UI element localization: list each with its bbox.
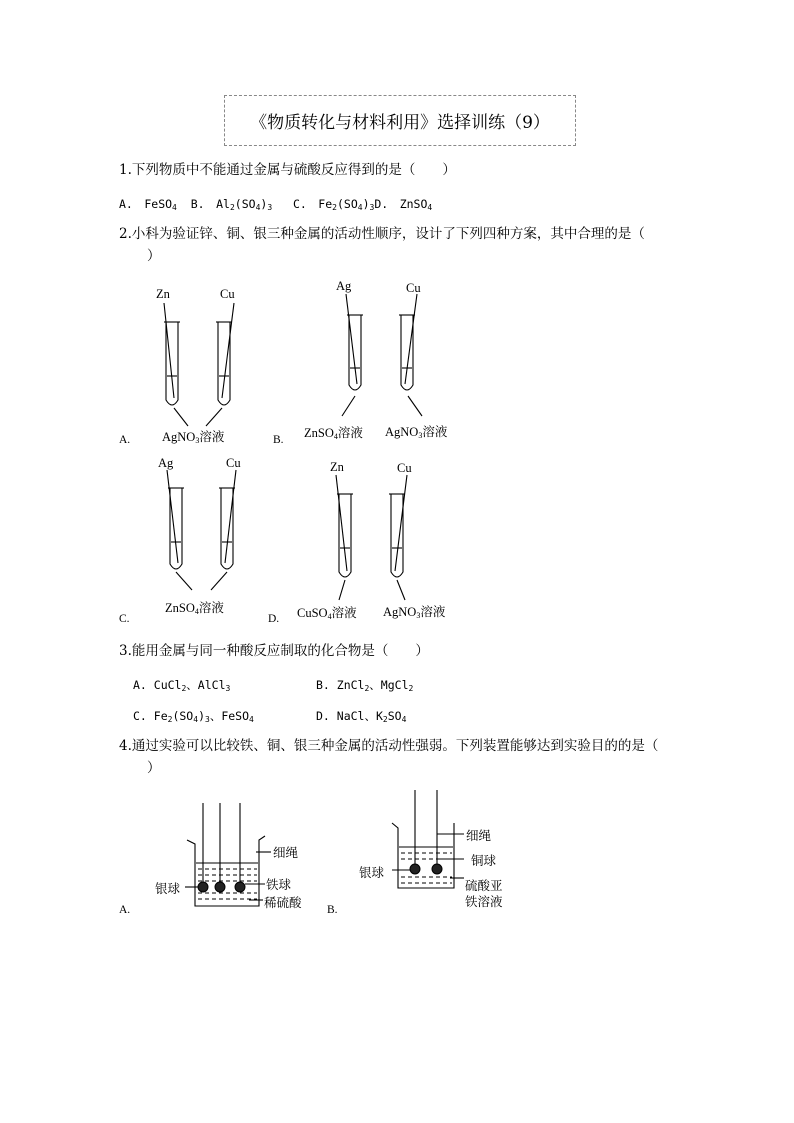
q2a-test-tubes-diagram — [150, 300, 250, 430]
q4a-rope-label: 细绳 — [273, 846, 299, 860]
q4-option-b-label: B. — [327, 904, 338, 916]
question-3-stem: 3.能用金属与同一种酸反应制取的化合物是（ ） — [119, 643, 429, 659]
q2c-metal-ag-label: Ag — [158, 456, 174, 470]
q4b-solution-label-line-1: 硫酸亚 — [465, 879, 503, 893]
q2d-solution-1-label: CuSO$_4$溶液 — [297, 606, 357, 621]
q2c-solution-label: ZnSO$_4$溶液 — [165, 601, 224, 616]
q2b-metal-ag-label: Ag — [336, 279, 352, 293]
q1-option-b: B. $Al_2(SO_4)_3$ — [190, 197, 273, 212]
q4a-acid-label: 稀硫酸 — [264, 896, 302, 910]
q2b-solution-2-label: AgNO$_3$溶液 — [385, 425, 448, 440]
q4b-solution-dashes — [401, 853, 452, 883]
q1-option-c: C. $Fe_2(SO_4)_3$ — [292, 197, 375, 212]
q4a-beaker-diagram — [185, 803, 275, 913]
q2d-metal-cu-label: Cu — [397, 461, 412, 475]
q2d-solution-2-label: AgNO$_3$溶液 — [383, 605, 446, 620]
q2a-solution-label: AgNO$_3$溶液 — [162, 430, 225, 445]
q3-option-d: D. NaCl、$K_2SO_4$ — [316, 709, 407, 724]
q3-option-b: B. ZnCl$_2$、MgCl$_2$ — [316, 678, 414, 693]
q2b-metal-cu-label: Cu — [406, 281, 421, 295]
page-title-text: 《物质转化与材料利用》选择训练（9） — [250, 113, 550, 133]
q4b-rope-label: 细绳 — [466, 829, 492, 843]
q2-option-b-label: B. — [273, 434, 284, 446]
q4a-iron-ball-label: 铁球 — [266, 878, 292, 892]
q2a-metal-cu-label: Cu — [220, 287, 235, 301]
question-2-stem: 2.小科为验证锌、铜、银三种金属的活动性顺序，设计了下列四种方案，其中合理的是（ ） — [119, 226, 645, 264]
q2b-test-tubes-diagram — [330, 290, 450, 420]
q3-option-a: A. CuCl$_2$、AlCl$_3$ — [133, 678, 231, 693]
question-1-stem: 1.下列物质中不能通过金属与硫酸反应得到的是（ ） — [119, 162, 456, 178]
q2-option-c-label: C. — [119, 613, 130, 625]
q4a-silver-ball-label: 银球 — [155, 882, 181, 896]
q4b-copper-ball-label: 铜球 — [471, 854, 497, 868]
question-4-stem: 4.通过实验可以比较铁、铜、银三种金属的活动性强弱。下列装置能够达到实验目的的是（ ） — [119, 738, 659, 776]
q1-option-d: D. ZnSO$_4$ — [374, 197, 433, 212]
q1-option-a: A. FeSO$_4$ — [119, 197, 177, 212]
q2b-solution-1-label: ZnSO$_4$溶液 — [304, 426, 363, 441]
page-title — [224, 95, 576, 146]
question-1-options — [119, 196, 432, 212]
q4b-silver-ball-label: 银球 — [359, 866, 385, 880]
q3-option-c: C. $Fe_2(SO_4)_3$、FeSO$_4$ — [133, 709, 254, 724]
q2d-test-tubes-diagram — [325, 472, 445, 612]
q2a-metal-zn-label: Zn — [156, 287, 170, 301]
q4-option-a-label: A. — [119, 904, 131, 916]
q2d-metal-zn-label: Zn — [330, 460, 344, 474]
q2c-test-tubes-diagram — [155, 468, 255, 598]
q4b-solution-label-line-2: 铁溶液 — [465, 895, 503, 909]
q2-option-a-label: A. — [119, 434, 131, 446]
q2c-metal-cu-label: Cu — [226, 456, 241, 470]
q2-option-d-label: D. — [268, 613, 280, 625]
